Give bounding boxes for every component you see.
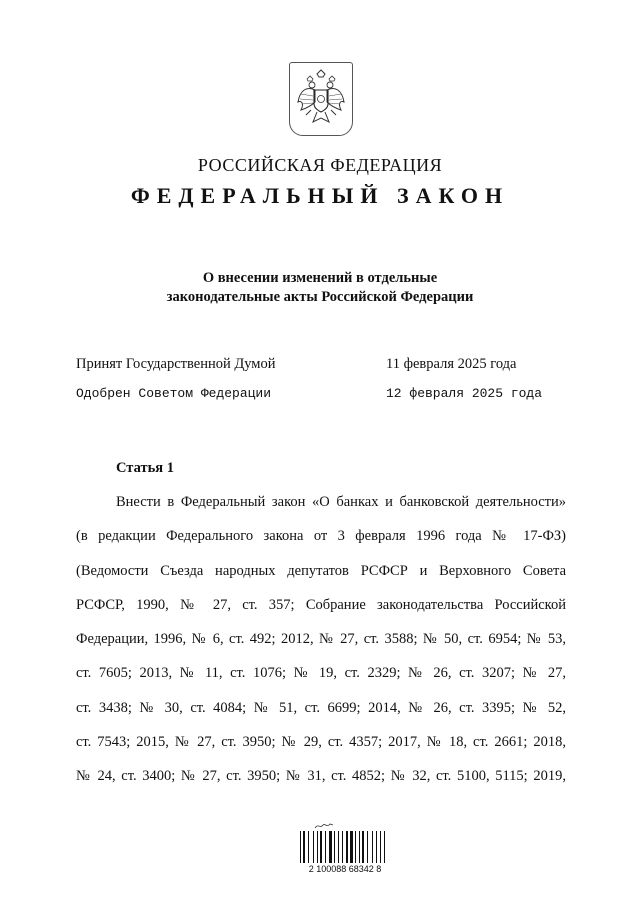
article-body xyxy=(76,492,566,801)
article-line: Внести в Федеральный закон «О банках и банковской деятельности» xyxy=(116,494,566,510)
duma-date: 11 февраля 2025 года xyxy=(386,356,517,372)
article-line: РСФСР, 1990, № 27, ст. 357; Собрание законодательства Российской xyxy=(76,596,566,613)
law-title xyxy=(0,269,640,307)
article-line: ст. 3438; № 30, ст. 4084; № 51, ст. 6699; 2014, № 26, ст. 3395; № 52, xyxy=(76,699,566,716)
barcode-bar xyxy=(325,831,326,863)
barcode-bar xyxy=(368,831,371,863)
barcode-bar xyxy=(362,831,364,863)
council-date: 12 февраля 2025 года xyxy=(386,386,543,401)
barcode-bar xyxy=(344,831,345,863)
barcode-bar xyxy=(332,831,333,863)
barcode-digits: 2 100088 68342 8 xyxy=(308,864,382,874)
emblem-frame xyxy=(289,62,353,136)
barcode-bar xyxy=(309,831,312,863)
barcode-bar xyxy=(313,831,314,863)
article-line: ст. 7605; 2013, № 11, ст. 1076; № 19, ст. 2329; № 26, ст. 3207; № 27, xyxy=(76,665,566,682)
article-line: (Ведомости Съезда народных депутатов РСФСР и Верховного Совета xyxy=(76,562,566,579)
barcode-bar xyxy=(306,831,307,863)
barcode-icon xyxy=(300,831,388,863)
barcode-bar xyxy=(382,831,383,863)
barcode-bar xyxy=(319,831,320,863)
article-line: (в редакции Федерального закона от 3 февраля 1996 года № 17-ФЗ) xyxy=(76,528,566,545)
article-line: Федерации, 1996, № 6, ст. 492; 2012, № 27, ст. 3588; № 50, ст. 6954; № 53, xyxy=(76,631,566,648)
duma-label: Принят Государственной Думой xyxy=(76,356,276,372)
document-type-heading: ФЕДЕРАЛЬНЫЙ ЗАКОН xyxy=(130,183,510,208)
barcode-bar xyxy=(350,831,353,863)
article-heading: Статья 1 xyxy=(116,460,174,476)
council-label: Одобрен Советом Федерации xyxy=(76,386,272,401)
article-line: № 24, ст. 3400; № 27, ст. 3950; № 31, ст. 4852; № 32, ст. 5100, 5115; 2019, xyxy=(76,768,566,785)
barcode-bar xyxy=(300,831,301,863)
country-name: РОССИЙСКАЯ ФЕДЕРАЦИЯ xyxy=(197,155,443,175)
law-title-line-2: законодательные акты Российской Федерации xyxy=(166,289,474,305)
signature-mark-icon xyxy=(314,822,334,830)
coat-of-arms-icon xyxy=(295,68,347,130)
article-line: ст. 7543; 2015, № 27, ст. 3950; № 29, ст. 4357; 2017, № 18, ст. 2661; 2018, xyxy=(76,734,566,751)
law-title-line-1: О внесении изменений в отдельные xyxy=(202,270,438,286)
barcode-bar xyxy=(385,831,387,863)
barcode-bar xyxy=(376,831,377,863)
barcode-bar xyxy=(338,831,339,863)
barcode xyxy=(300,822,390,882)
barcode-bar xyxy=(357,831,359,863)
barcode-bar xyxy=(329,831,332,863)
